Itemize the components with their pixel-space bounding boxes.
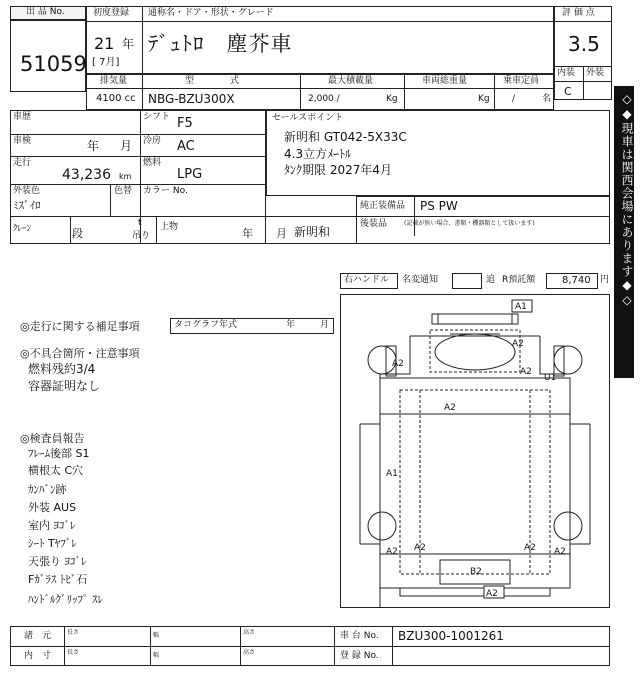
sales-point-line: 新明和 GT042-5X33C xyxy=(284,130,407,144)
genuine-equip-label: 純正装備品 xyxy=(360,201,406,211)
max-load-value: 2,000 / xyxy=(308,94,340,104)
width-label: 幅 xyxy=(153,632,160,639)
crane-t: t xyxy=(138,218,142,228)
gvw-unit: Kg xyxy=(478,94,490,104)
defect-line: 燃料残約3/4 xyxy=(28,362,96,376)
tachograph-month: 月 xyxy=(320,320,330,330)
fuel-value: LPG xyxy=(177,167,203,182)
defects-label: ◎不具合箇所・注意事項 xyxy=(20,347,140,360)
inspector-line: 横根太 C穴 xyxy=(28,464,84,477)
ext-color-value: ﾐｽﾞｲﾛ xyxy=(13,199,41,212)
model-name: ﾃﾞｭﾄﾛ 塵芥車 xyxy=(148,32,293,56)
damage-mark: A2 xyxy=(512,339,524,349)
exterior-grade-label: 外装 xyxy=(586,68,605,78)
r-deposit-unit: 円 xyxy=(600,275,610,285)
damage-mark: A2 xyxy=(444,403,456,413)
damage-mark: B2 xyxy=(470,567,482,577)
inspector-line: ﾊﾝﾄﾞﾙｸﾞﾘｯﾌﾟ ｽﾚ xyxy=(28,593,103,606)
damage-mark: A2 xyxy=(554,547,566,557)
reg-month: [ 7月] xyxy=(92,57,120,68)
capacity-value: / xyxy=(512,94,516,104)
sales-point-line: 4.3立方ﾒｰﾄﾙ xyxy=(284,147,352,161)
recycle-label: 追 xyxy=(486,275,496,285)
damage-mark: A1 xyxy=(386,469,398,479)
height-label: 高さ xyxy=(243,629,256,636)
capacity-unit: 名 xyxy=(542,94,552,104)
mileage-unit: km xyxy=(119,172,132,181)
crane-label: ｸﾚｰﾝ xyxy=(13,224,32,234)
history-label: 車歴 xyxy=(13,112,32,122)
damage-mark: U1 xyxy=(544,373,557,383)
length-label: 長さ xyxy=(67,649,80,656)
damage-mark: A2 xyxy=(392,359,404,369)
spec-label: 諸 元 xyxy=(24,631,52,641)
first-reg-label: 初度登録 xyxy=(93,8,130,18)
crane-lift: 吊り xyxy=(132,231,151,241)
body-maker: 新明和 xyxy=(294,225,331,239)
name-change-box xyxy=(452,273,482,289)
crane-steps-unit: 段 xyxy=(72,227,83,240)
shift-label: シフト xyxy=(143,112,171,122)
inspector-label: ◎検査員報告 xyxy=(20,432,85,445)
damage-mark: A1 xyxy=(515,302,527,312)
color-no-label: カラー No. xyxy=(143,186,188,196)
tachograph-label: タコグラフ年式 xyxy=(174,320,238,330)
shift-value: F5 xyxy=(177,116,193,131)
height-label: 高さ xyxy=(243,649,256,656)
interior-grade-label: 内装 xyxy=(557,68,576,78)
mileage-value: 43,236 xyxy=(62,167,111,183)
inspection-label: 車検 xyxy=(13,136,32,146)
color-change-label: 色替 xyxy=(114,186,133,196)
inspector-line: 室内 ﾖｺﾞﾚ xyxy=(28,519,76,532)
ac-label: 冷房 xyxy=(143,136,162,146)
chassis-label: 車 台 No. xyxy=(340,631,379,641)
sales-point-line: ﾀﾝｸ期限 2027年4月 xyxy=(284,163,392,177)
inspector-line: Fｶﾞﾗｽ ﾄﾋﾞ石 xyxy=(28,573,88,586)
inspector-line: ﾌﾚｰﾑ後部 S1 xyxy=(28,447,90,460)
mileage-label: 走行 xyxy=(13,158,32,168)
reg-year-unit: 年 xyxy=(122,37,135,51)
ext-color-label: 外装色 xyxy=(13,186,41,196)
type-label: 型 式 xyxy=(185,76,240,86)
damage-mark: A2 xyxy=(524,543,536,553)
inspector-line: ｼｰﾄ Tﾔﾌﾞﾚ xyxy=(28,537,77,550)
genuine-equip-value: PS PW xyxy=(420,199,458,213)
inspection-year-unit: 年 xyxy=(87,139,100,153)
body-year-unit: 年 xyxy=(242,227,253,240)
max-load-label: 最大積載量 xyxy=(328,76,374,86)
body-label: 上物 xyxy=(160,222,179,232)
inspection-month-unit: 月 xyxy=(120,139,133,153)
body-month-unit: 月 xyxy=(276,227,287,240)
reg-number-label: 登 録 No. xyxy=(340,651,379,661)
fuel-label: 燃料 xyxy=(143,158,162,168)
lot-number: 51059 xyxy=(20,52,87,76)
r-deposit-value: 8,740 xyxy=(562,275,591,286)
truck-diagram xyxy=(340,294,610,608)
type-code: NBG-BZU300X xyxy=(148,92,235,106)
damage-mark: A2 xyxy=(486,589,498,599)
driving-notes-label: ◎走行に関する補足事項 xyxy=(20,320,140,333)
venue-notice-text: ◇◆現車は関西会場にあります◆◇ xyxy=(620,92,634,308)
lot-label: 出 品 No. xyxy=(26,7,65,17)
capacity-label: 乗車定員 xyxy=(503,76,540,86)
inspector-line: ｶﾝﾊﾞﾝ跡 xyxy=(28,483,67,496)
model-desc-label: 通称名・ドア・形状・グレード xyxy=(148,8,274,18)
reg-year: 21 xyxy=(94,34,115,53)
rhd-label: 右ハンドル xyxy=(344,275,390,285)
damage-mark: A2 xyxy=(386,547,398,557)
sales-points-label: セールスポイント xyxy=(272,113,344,123)
ac-value: AC xyxy=(177,139,195,154)
inner-dim-label: 内 寸 xyxy=(24,651,52,661)
inspector-line: 外装 AUS xyxy=(28,501,77,514)
score-label: 評 価 点 xyxy=(562,8,595,18)
damage-mark: A2 xyxy=(520,367,532,377)
width-label: 幅 xyxy=(153,652,160,659)
aftermarket-note: (記載が無い場合、書類・機器類として扱います) xyxy=(404,220,535,227)
damage-mark: A2 xyxy=(414,543,426,553)
r-deposit-label: R預託額 xyxy=(502,275,536,285)
chassis-number: BZU300-1001261 xyxy=(398,629,504,643)
tachograph-year: 年 xyxy=(286,320,296,330)
interior-grade: C xyxy=(564,85,572,98)
max-load-unit: Kg xyxy=(386,94,398,104)
name-change-label: 名変通知 xyxy=(402,275,439,285)
score-value: 3.5 xyxy=(568,32,600,56)
aftermarket-label: 後装品 xyxy=(360,219,388,229)
inspector-line: 天張り ﾖｺﾞﾚ xyxy=(28,555,87,568)
defect-line: 容器証明なし xyxy=(28,379,101,393)
length-label: 長さ xyxy=(67,629,80,636)
displacement-label: 排気量 xyxy=(100,76,128,86)
gvw-label: 車両総重量 xyxy=(422,76,468,86)
displacement-value: 4100 cc xyxy=(96,93,136,104)
